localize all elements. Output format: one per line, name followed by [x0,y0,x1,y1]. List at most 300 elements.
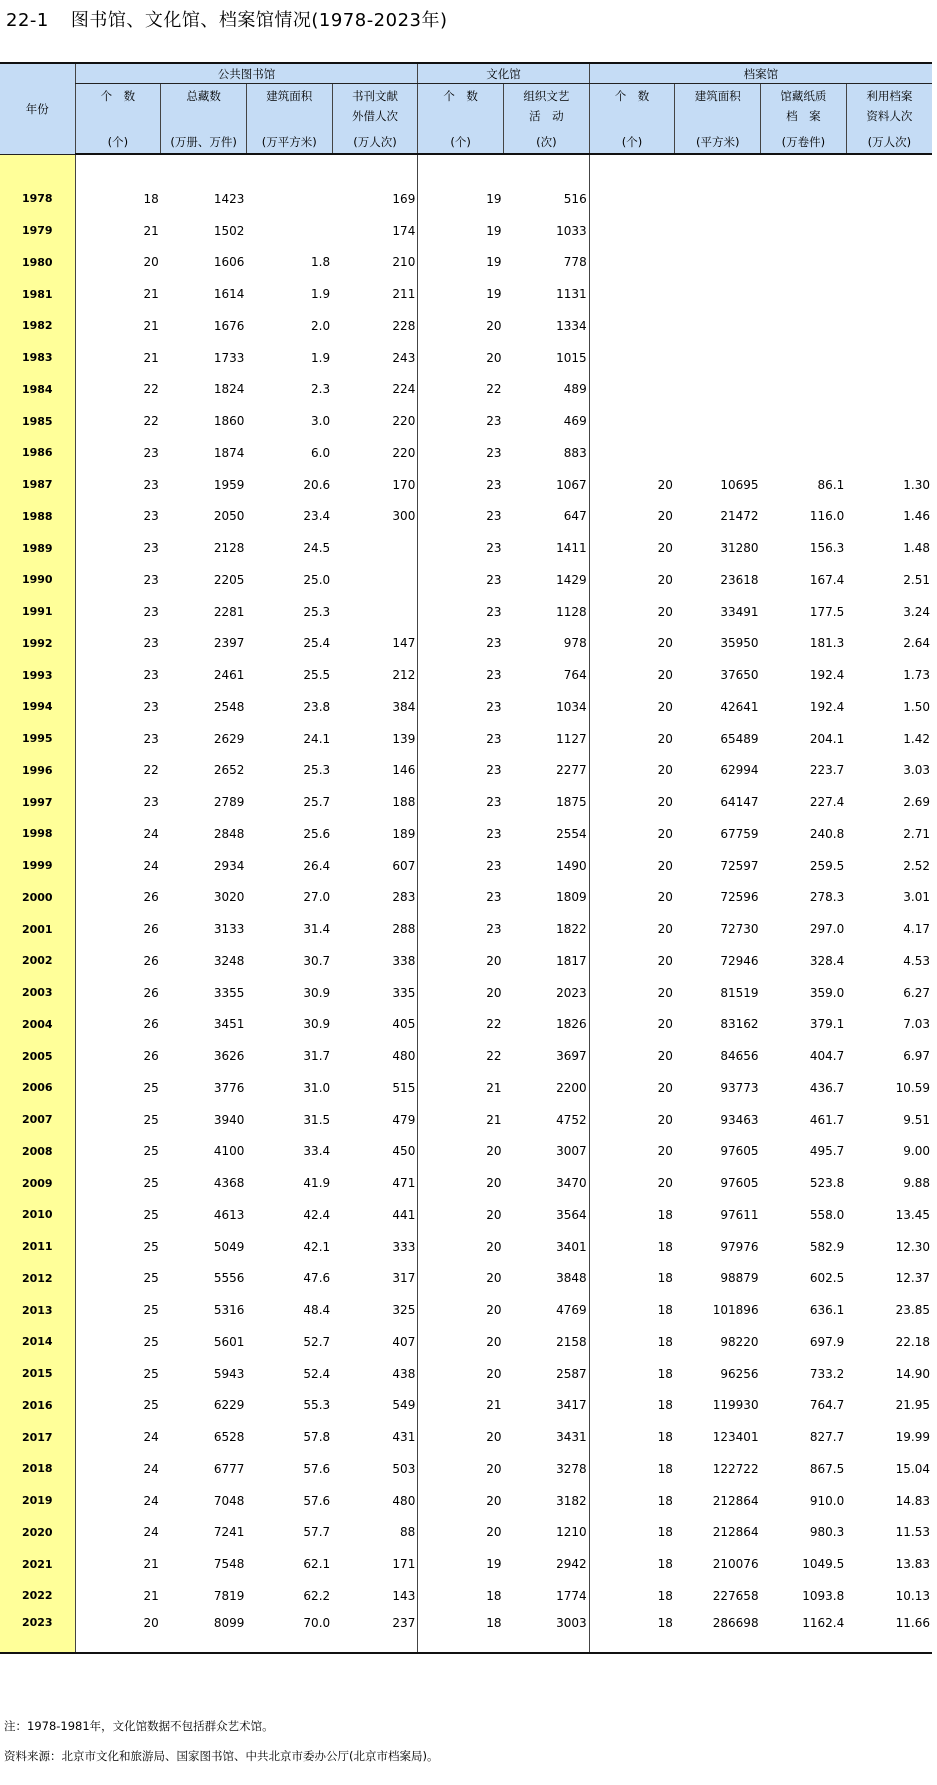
table-row [0,342,932,374]
year-cell: 2008 [0,1136,75,1168]
table-cell: 471 [392,1176,416,1191]
table-cell: 20 [589,501,675,533]
table-row [0,1453,932,1485]
table-cell: 22 [75,374,161,406]
table-cell: 24.5 [303,541,331,556]
table-cell: 240.8 [809,826,845,841]
table-cell: 978 [563,636,587,651]
table-cell: 602.5 [809,1271,845,1286]
table-cell: 20 [589,1072,675,1104]
table-cell: 122722 [712,1461,759,1476]
table-cell: 23 [418,818,504,850]
table-cell: 3007 [556,1144,587,1159]
table-cell: 1.8 [311,255,331,270]
table-cell: 5601 [213,1334,245,1349]
table-cell: 25 [75,1358,161,1390]
table-cell: 1334 [556,318,587,333]
table-cell: 243 [392,350,416,365]
table-cell: 6.0 [311,445,331,460]
table-number: 22-1 [6,10,49,31]
table-cell [675,310,761,342]
table-cell: 15.04 [895,1461,930,1476]
table-cell: 57.7 [303,1525,331,1540]
table-cell [589,437,675,469]
table-cell: 188 [392,795,416,810]
data-source: 资料来源：北京市文化和旅游局、国家图书馆、中共北京市委办公厅(北京市档案局)。 [4,1749,439,1763]
table-cell: 25.7 [303,795,331,810]
table-cell: 11.66 [846,1612,932,1653]
table-cell: 4.53 [903,953,930,968]
table-cell: 1822 [556,922,587,937]
table-cell: 20 [589,628,675,660]
table-cell: 13.83 [895,1557,930,1572]
table-cell: 25 [75,1136,161,1168]
table-cell: 7241 [213,1525,245,1540]
year-cell: 2021 [0,1548,75,1580]
table-cell: 6.97 [903,1049,930,1064]
table-row [0,310,932,342]
table-cell: 1809 [556,890,587,905]
year-cell: 2001 [0,913,75,945]
table-cell: 23.8 [303,699,331,714]
table-cell: 558.0 [809,1207,845,1222]
table-cell: 227.4 [809,795,845,810]
year-cell: 1990 [0,564,75,596]
table-cell: 24 [75,1517,161,1549]
table-cell: 1.46 [903,509,930,524]
table-cell: 146 [392,763,416,778]
table-cell: 1049.5 [802,1557,845,1572]
table-cell: 171 [392,1557,416,1572]
table-cell: 2587 [556,1366,587,1381]
year-cell: 1994 [0,691,75,723]
table-cell: 24 [75,1485,161,1517]
table-cell: 469 [563,414,587,429]
table-row [0,1072,932,1104]
table-cell: 86.1 [817,477,845,492]
column-name: 组织文艺 活 动 [523,89,570,123]
table-cell: 1423 [213,191,245,206]
table-row [0,501,932,533]
table-cell: 480 [392,1493,416,1508]
table-cell: 23 [418,628,504,660]
table-cell: 2848 [213,826,245,841]
table-cell: 23 [418,723,504,755]
table-cell: 42.4 [303,1207,331,1222]
table-cell: 21 [75,278,161,310]
table-cell: 170 [392,477,416,492]
table-cell: 3355 [213,985,245,1000]
table-cell: 237 [332,1612,418,1653]
table-cell: 19 [418,278,504,310]
table-cell: 7048 [213,1493,245,1508]
table-cell [675,342,761,374]
table-cell: 18 [589,1453,675,1485]
table-cell [332,532,418,564]
table-cell: 18 [589,1517,675,1549]
year-cell: 1997 [0,786,75,818]
column-name: 书刊文献 外借人次 [351,89,398,123]
table-cell: 47.6 [303,1271,331,1286]
table-cell [589,310,675,342]
table-cell: 582.9 [809,1239,845,1254]
table-cell: 31.7 [303,1049,331,1064]
table-cell: 21 [75,310,161,342]
table-cell: 6777 [213,1461,245,1476]
table-row [0,628,932,660]
table-cell: 9.51 [903,1112,930,1127]
table-cell: 23 [418,437,504,469]
table-cell: 3470 [556,1176,587,1191]
table-cell: 25 [75,1263,161,1295]
table-cell: 4613 [213,1207,245,1222]
table-cell: 42641 [720,699,759,714]
table-cell: 20 [589,1136,675,1168]
table-cell: 98879 [720,1271,759,1286]
year-cell: 1998 [0,818,75,850]
table-cell: 147 [392,636,416,651]
table-cell: 1676 [213,318,245,333]
table-cell [761,183,847,215]
table-cell: 24.1 [303,731,331,746]
table-cell: 20 [589,659,675,691]
table-cell: 23 [418,501,504,533]
table-cell: 480 [392,1049,416,1064]
table-cell: 3431 [556,1430,587,1445]
year-cell: 2019 [0,1485,75,1517]
year-cell: 2015 [0,1358,75,1390]
table-cell: 19.99 [895,1430,930,1445]
table-cell: 515 [392,1080,416,1095]
table-cell: 20 [589,1009,675,1041]
table-cell: 523.8 [809,1176,845,1191]
table-cell: 764 [563,668,587,683]
table-cell: 11.53 [895,1525,930,1540]
table-cell: 30.7 [303,953,331,968]
table-cell: 20 [589,1040,675,1072]
table-cell: 97605 [720,1176,759,1191]
table-cell: 438 [392,1366,416,1381]
year-cell: 2013 [0,1294,75,1326]
table-cell: 57.6 [303,1493,331,1508]
year-cell: 2023 [0,1612,75,1653]
table-cell: 1.42 [903,731,930,746]
table-cell: 228 [392,318,416,333]
table-cell: 18 [418,1580,504,1612]
table-cell: 21 [418,1072,504,1104]
table-cell: 2128 [213,541,245,556]
page-title [6,6,448,32]
table-cell: 123401 [712,1430,759,1445]
table-cell: 101896 [712,1303,759,1318]
table-cell [589,215,675,247]
table-cell: 1.73 [903,668,930,683]
table-cell: 3776 [213,1080,245,1095]
table-row [0,215,932,247]
table-cell: 3.03 [903,763,930,778]
table-cell: 23 [75,469,161,501]
table-cell: 503 [392,1461,416,1476]
table-cell: 2.52 [903,858,930,873]
table-row [0,374,932,406]
table-cell: 23 [418,564,504,596]
table-cell: 20 [75,247,161,279]
table-cell: 1.9 [311,350,331,365]
column-header [761,84,847,155]
table-cell: 20 [589,786,675,818]
year-cell: 1996 [0,755,75,787]
table-cell: 25 [75,1072,161,1104]
table-cell: 3940 [213,1112,245,1127]
table-cell: 20 [589,564,675,596]
table-cell: 25 [75,1231,161,1263]
table-row [0,1390,932,1422]
table-cell: 23 [418,691,504,723]
table-cell: 23 [418,850,504,882]
table-cell: 1034 [556,699,587,714]
table-cell: 733.2 [809,1366,845,1381]
table-cell: 57.8 [303,1430,331,1445]
column-header [161,84,247,155]
year-cell: 1986 [0,437,75,469]
year-cell: 1981 [0,278,75,310]
table-cell: 31.0 [303,1080,331,1095]
table-cell: 3248 [213,953,245,968]
table-cell: 21 [75,1580,161,1612]
table-row [0,1199,932,1231]
year-cell: 1988 [0,501,75,533]
table-cell: 3848 [556,1271,587,1286]
table-row [0,913,932,945]
table-cell: 18 [589,1231,675,1263]
table-cell: 1033 [556,223,587,238]
table-cell: 96256 [720,1366,759,1381]
table-cell: 20 [589,882,675,914]
table-cell [589,183,675,215]
column-unit: (万册、万件) [170,135,237,149]
table-cell: 3626 [213,1049,245,1064]
table-cell: 2789 [213,795,245,810]
table-note: 注：1978-1981年，文化馆数据不包括群众艺术馆。 [4,1719,274,1733]
table-cell: 1162.4 [761,1612,847,1653]
table-cell: 2554 [556,826,587,841]
table-cell [675,247,761,279]
table-cell: 25 [75,1294,161,1326]
table-cell [846,310,932,342]
year-cell: 2014 [0,1326,75,1358]
table-row [0,183,932,215]
table-cell: 1824 [213,382,245,397]
table-cell: 1210 [556,1525,587,1540]
table-cell: 23 [75,691,161,723]
table-cell: 333 [392,1239,416,1254]
table-cell: 516 [563,191,587,206]
table-body [0,154,932,1653]
column-unit: (万平方米) [261,135,317,149]
table-cell: 4100 [213,1144,245,1159]
table-cell: 300 [392,509,416,524]
table-cell: 21 [75,1548,161,1580]
table-cell: 116.0 [809,509,845,524]
column-unit: (个) [450,135,471,149]
year-cell: 2000 [0,882,75,914]
column-name: 个 数 [614,89,650,103]
table-cell: 2397 [213,636,245,651]
year-cell: 1992 [0,628,75,660]
table-row [0,1263,932,1295]
table-cell: 647 [563,509,587,524]
table-cell: 1.30 [903,477,930,492]
column-name: 馆藏纸质 档 案 [780,89,827,123]
table-cell: 20 [418,1231,504,1263]
table-cell: 607 [392,858,416,873]
table-cell: 6229 [213,1398,245,1413]
table-row [0,818,932,850]
table-cell: 23 [418,659,504,691]
table-cell [675,374,761,406]
table-cell: 2629 [213,731,245,746]
table-cell: 65489 [720,731,759,746]
table-cell: 18 [589,1421,675,1453]
table-cell: 30.9 [303,1017,331,1032]
table-cell: 2.64 [903,636,930,651]
table-row [0,723,932,755]
table-cell: 97605 [720,1144,759,1159]
year-cell: 2007 [0,1104,75,1136]
column-header [75,84,161,155]
table-row [0,247,932,279]
table-cell: 31.4 [303,922,331,937]
table-cell: 192.4 [809,668,845,683]
table-cell: 20 [418,1136,504,1168]
table-row [0,1485,932,1517]
table-cell: 2200 [556,1080,587,1095]
table-cell: 827.7 [809,1430,845,1445]
table-cell: 20 [589,723,675,755]
year-cell: 2003 [0,977,75,1009]
table-cell: 3.01 [903,890,930,905]
table-cell: 20 [589,913,675,945]
column-name: 个 数 [443,89,478,103]
table-cell: 1429 [556,572,587,587]
table-cell: 20 [418,342,504,374]
table-cell [846,183,932,215]
table-cell: 283 [392,890,416,905]
table-cell: 23 [418,405,504,437]
table-cell: 1606 [213,255,245,270]
table-cell [675,278,761,310]
table-cell: 25 [75,1390,161,1422]
year-cell: 2022 [0,1580,75,1612]
table-cell: 67759 [720,826,759,841]
table-cell: 20 [418,945,504,977]
table-cell: 259.5 [809,858,845,873]
table-cell: 23 [75,564,161,596]
table-cell: 23618 [720,572,759,587]
year-cell: 2006 [0,1072,75,1104]
table-cell: 5049 [213,1239,245,1254]
table-cell: 12.30 [895,1239,930,1254]
table-row [0,596,932,628]
table-cell: 20 [418,1199,504,1231]
table-cell: 335 [392,985,416,1000]
table-cell: 10695 [720,477,759,492]
table-cell: 23 [418,913,504,945]
table-cell: 41.9 [303,1176,331,1191]
table-cell: 37650 [720,668,759,683]
table-row [0,469,932,501]
table-cell [761,215,847,247]
table-cell: 19 [418,1548,504,1580]
table-cell: 31.5 [303,1112,331,1127]
table-cell: 23 [418,469,504,501]
table-cell: 31280 [720,541,759,556]
table-cell: 20 [418,977,504,1009]
table-cell: 169 [392,191,416,206]
table-cell: 883 [563,445,587,460]
table-row [0,1548,932,1580]
table-cell: 2023 [556,985,587,1000]
table-row [0,1421,932,1453]
table-row [0,1612,932,1653]
table-cell [761,405,847,437]
table-cell: 26 [75,977,161,1009]
table-cell: 2.51 [903,572,930,587]
column-name: 利用档案 资料人次 [866,89,913,123]
table-cell [761,278,847,310]
table-cell: 25 [75,1326,161,1358]
table-cell: 72946 [720,953,759,968]
table-cell: 549 [392,1398,416,1413]
table-cell: 1093.8 [802,1588,845,1603]
year-cell: 2012 [0,1263,75,1295]
table-cell: 3003 [504,1612,590,1653]
year-cell: 1985 [0,405,75,437]
group-header-library: 公共图书馆 [75,63,418,84]
table-cell: 3451 [213,1017,245,1032]
table-row [0,945,932,977]
table-cell: 212864 [712,1525,759,1540]
table-cell: 2.0 [311,318,331,333]
table-cell: 23 [75,532,161,564]
table-cell: 42.1 [303,1239,331,1254]
year-cell: 2020 [0,1517,75,1549]
table-cell: 23.4 [303,509,331,524]
year-cell: 1984 [0,374,75,406]
table-cell: 18 [418,1612,504,1653]
table-cell: 3278 [556,1461,587,1476]
table-cell: 3182 [556,1493,587,1508]
column-unit: (万卷件) [781,135,826,149]
table-cell: 2158 [556,1334,587,1349]
table-cell: 384 [392,699,416,714]
table-cell: 174 [392,223,416,238]
table-cell: 143 [392,1588,416,1603]
table-cell: 223.7 [809,763,845,778]
table-cell: 2942 [556,1557,587,1572]
table-header [0,63,932,154]
year-cell: 1982 [0,310,75,342]
table-cell: 98220 [720,1334,759,1349]
year-cell: 2005 [0,1040,75,1072]
table-cell: 2461 [213,668,245,683]
table-cell: 18 [589,1612,675,1653]
table-cell: 450 [392,1144,416,1159]
table-cell: 697.9 [809,1334,845,1349]
table-cell: 52.7 [303,1334,331,1349]
table-cell: 23 [75,659,161,691]
table-cell: 35950 [720,636,759,651]
